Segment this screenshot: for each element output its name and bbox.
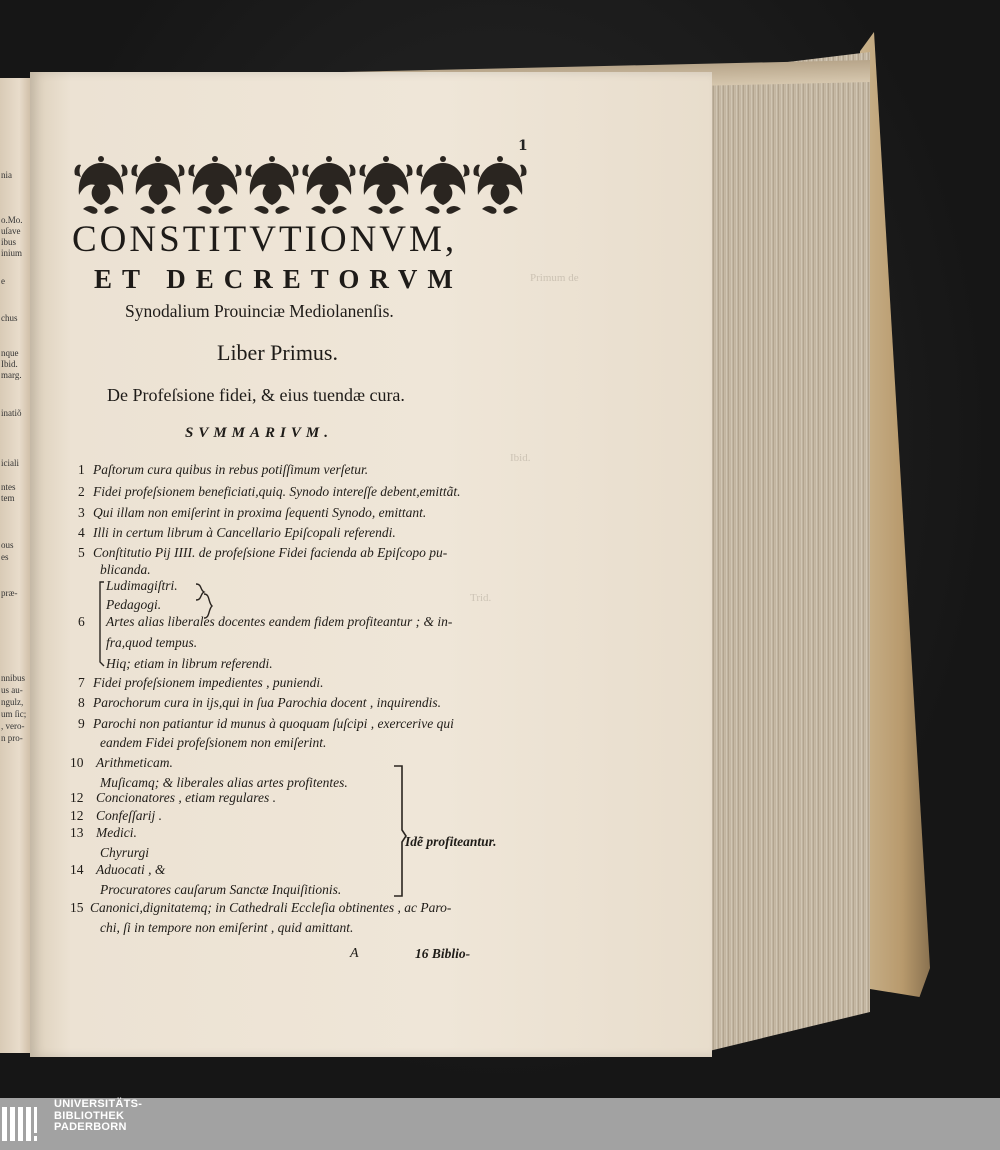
entry-number: 14 [70, 862, 84, 877]
entry-text: Ludimagiſtri. [106, 578, 178, 593]
title-sub: ET DECRETORVM [94, 264, 463, 294]
margin-note: n pro- [1, 733, 23, 743]
show-through-text: Ibid. [510, 452, 531, 464]
margin-note: us au- [1, 685, 23, 695]
book-heading: Liber Primus. [217, 340, 338, 365]
entry-text: fra,quod tempus. [106, 635, 198, 650]
entry-text: Arithmeticam. [96, 755, 173, 770]
entry-text: chi, ſi in tempore non emiſerint , quid amittant. [100, 920, 354, 935]
library-name-line: PADERBORN [54, 1121, 127, 1133]
margin-note: e [1, 276, 5, 286]
footer-bar [0, 1098, 1000, 1150]
entry-text: Confeſſarij . [96, 808, 163, 823]
page-fore-edge [705, 52, 870, 1052]
entry-text: Hiq; etiam in librum referendi. [106, 656, 273, 671]
entry-text: Illi in certum librum à Cancellario Epiſcopali referendi. [93, 525, 396, 540]
margin-note: ous [1, 540, 14, 550]
margin-note: iciali [1, 458, 19, 468]
margin-note: tem [1, 493, 15, 503]
entry-text: Chyrurgi [100, 845, 150, 860]
title-main: CONSTITVTIONVM, [72, 219, 458, 260]
brace-label: Idẽ profiteantur. [405, 834, 497, 849]
ornament-band [73, 155, 528, 217]
library-name-line: UNIVERSITÄTS- [54, 1098, 143, 1110]
title-subline: Synodalium Prouinciæ Mediolanenſis. [125, 301, 394, 321]
entry-text: Medici. [96, 825, 137, 840]
library-name-line: BIBLIOTHEK [54, 1109, 125, 1122]
margin-note: marg. [1, 370, 22, 380]
margin-note: , vero- [1, 721, 25, 731]
entry-number: 15 [70, 900, 84, 915]
entry-number: 5 [78, 545, 85, 560]
show-through-text: Primum de [530, 272, 579, 284]
margin-note: ntes [1, 482, 16, 492]
entry-number: 1 [78, 462, 85, 477]
margin-note: chus [1, 313, 18, 323]
entry-number: 7 [78, 675, 85, 690]
entry-number: 8 [78, 695, 85, 710]
margin-note: inatiõ [1, 408, 22, 418]
margin-note: uſave [1, 226, 21, 236]
right-brace [390, 762, 410, 902]
entry-text: Conſtitutio Pij IIII. de profeſsione Fidei facienda ab Epiſcopo pu- [93, 545, 448, 560]
margin-note: nnibus [1, 673, 26, 683]
signature-mark: A [350, 946, 359, 961]
entry-text: eandem Fidei profeſsionem non emiſerint. [100, 735, 327, 750]
margin-note: es [1, 552, 9, 562]
entry-text: Artes alias liberales docentes eandem fidem profiteantur ; & in- [106, 614, 453, 629]
margin-note: inium [1, 248, 23, 258]
book-cover-edge [860, 32, 930, 997]
entry-text: Aduocati , & [96, 862, 166, 877]
entry-number: 2 [78, 484, 85, 499]
entry-text: Canonici,dignitatemq; in Cathedrali Eccleſia obtinentes , ac Paro- [90, 900, 452, 915]
entry-number: 12 [70, 790, 84, 805]
catchword: 16 Biblio- [415, 946, 471, 961]
show-through-text: Trid. [470, 592, 492, 604]
margin-note: um ſic; [1, 709, 27, 719]
margin-note: præ- [1, 588, 18, 598]
library-name [54, 1099, 142, 1134]
entry-number: 13 [70, 825, 84, 840]
entry-text: Procuratores cauſarum Sanctæ Inquiſitionis. [100, 882, 342, 897]
entry-text: Concionatores , etiam regulares . [96, 790, 276, 805]
entry-text: Fidei profeſsionem impedientes , puniendi. [93, 675, 324, 690]
entry-text: Fidei profeſsionem beneficiati,quiq. Synodo intereſſe debent,emittãt. [93, 484, 461, 499]
entry-number: 12 [70, 808, 84, 823]
margin-note: Ibid. [1, 359, 18, 369]
entry-number: 6 [78, 614, 85, 629]
library-logo-icon [0, 1105, 46, 1143]
entry-text: Qui illam non emiſerint in proxima ſequenti Synodo, emittant. [93, 505, 427, 520]
entry-number: 10 [70, 755, 84, 770]
entry-number: 9 [78, 716, 85, 731]
folio-number: 1 [518, 138, 528, 154]
entry-text: Paſtorum cura quibus in rebus potiſſimum verſetur. [93, 462, 369, 477]
entry-text: Parochi non patiantur id munus à quoquam ſuſcipi , exercerive qui [93, 716, 454, 731]
margin-note: ngulz, [1, 697, 24, 707]
entry-number: 4 [78, 525, 85, 540]
entry-number: 3 [78, 505, 85, 520]
entry-text: Parochorum cura in ijs,qui in ſua Parochia docent , inquirendis. [93, 695, 441, 710]
entry-text: blicanda. [100, 562, 151, 577]
margin-note: nque [1, 348, 19, 358]
entry-text: Muſicamq; & liberales alias artes profitentes. [100, 775, 348, 790]
entry-text: Pedagogi. [106, 597, 162, 612]
margin-note: o.Mo. [1, 215, 23, 225]
margin-note: ibus [1, 237, 17, 247]
left-page-sliver [0, 78, 33, 1053]
chapter-heading: De Profeſsione fidei, & eius tuendæ cura. [107, 385, 405, 405]
summary-heading: SVMMARIVM. [185, 425, 333, 441]
margin-note: nia [1, 170, 12, 180]
